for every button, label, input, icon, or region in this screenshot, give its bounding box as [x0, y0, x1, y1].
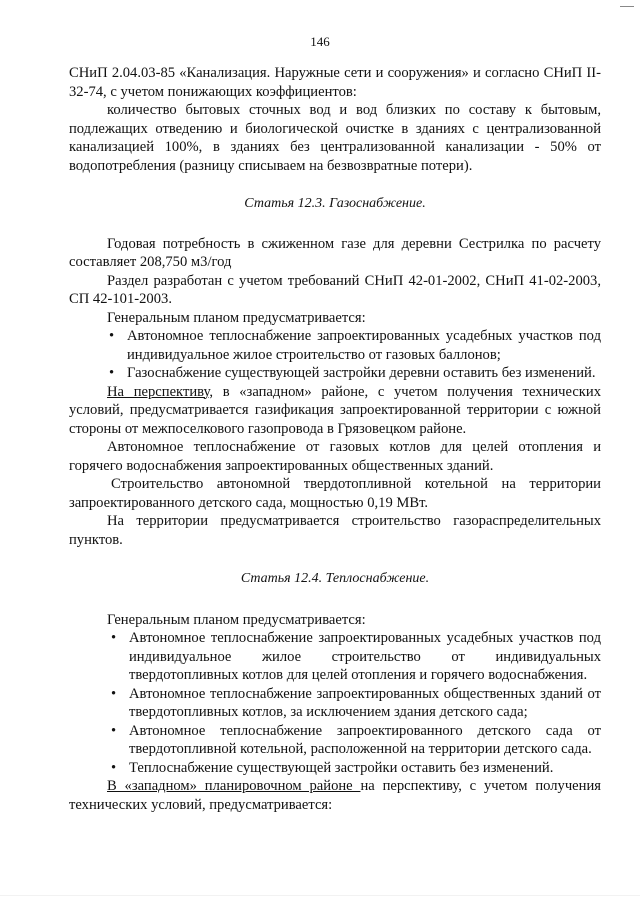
list-item-text: Автономное теплоснабжение запроектированного детского сада от твердотопливной котельной, расположенной на территории детского сада. [129, 722, 601, 757]
heat-paragraph-1: Генеральным планом предусматривается: [107, 611, 366, 628]
bullet-icon: • [109, 365, 115, 381]
underlined-lead: На перспективу, [107, 383, 214, 400]
list-item [111, 629, 601, 685]
paragraph-text: на перспективу, с учетом получения технических условий, предусматривается: [69, 778, 601, 813]
list-item-text: Газоснабжение существующей застройки деревни оставить без изменений. [127, 365, 596, 381]
list-item [111, 722, 601, 759]
intro-paragraph-1: СНиП 2.04.03-85 «Канализация. Наружные сети и сооружения» и согласно СНиП II-32-74, с учетом понижающих коэффициентов: [69, 65, 601, 100]
gas-paragraph-2: Раздел разработан с учетом требований СНиП 42-01-2002, СНиП 41-02-2003, СП 42-101-2003. [69, 272, 601, 307]
section-heading-gas: Статья 12.3. Газоснабжение. [244, 196, 426, 211]
bullet-icon: • [109, 328, 115, 344]
list-item [109, 327, 601, 364]
gas-paragraph-5: Автономное теплоснабжение от газовых котлов для целей отопления и горячего водоснабжения запроектированных общественных зданий. [69, 439, 601, 474]
list-item-text: Автономное теплоснабжение запроектированных общественных зданий от твердотопливных котлов, за исключением здания детского сада; [129, 685, 601, 720]
gas-paragraph-3: Генеральным планом предусматривается: [107, 309, 366, 326]
intro-paragraph-2: количество бытовых сточных вод и вод близких по составу к бытовым, подлежащих отведению и биологической очистке в зданиях с централизованной канализацией 100%, в зданиях без централизованной канализации - 50% от водопотребления (разницу списываем на безвозвратные потери). [69, 102, 601, 174]
bullet-icon: • [111, 630, 117, 646]
gas-paragraph-1: Годовая потребность в сжиженном газе для деревни Сестрилка по расчету составляет 208,750 м3/год [69, 235, 601, 270]
bullet-icon: • [111, 685, 117, 702]
section-heading-heat: Статья 12.4. Теплоснабжение. [240, 571, 430, 586]
underlined-lead: В «западном» планировочном районе [107, 778, 361, 794]
gas-paragraph-7: На территории предусматривается строительство газораспределительных пунктов. [69, 513, 601, 548]
list-item-text: Теплоснабжение существующей застройки оставить без изменений. [129, 759, 554, 776]
gas-paragraph-4 [69, 383, 601, 439]
scan-edge [0, 895, 640, 896]
list-item [109, 364, 601, 383]
list-item [111, 685, 601, 722]
paragraph-text: в «западном» районе, с учетом получения технических условий, предусматривается газификация запроектированной территории с южной стороны от межпоселкового газопровода в Грязовецком районе. [69, 383, 601, 437]
page-number: 146 [310, 34, 330, 49]
list-item-text: Автономное теплоснабжение запроектированных усадебных участков под индивидуальное жилое строительство от газовых баллонов; [127, 328, 601, 363]
gas-bullet-list [109, 327, 601, 383]
list-item [111, 759, 601, 778]
gas-paragraph-6: Строительство автономной твердотопливной котельной на территории запроектированного детского сада, мощностью 0,19 МВт. [69, 476, 601, 511]
list-item-text: Автономное теплоснабжение запроектированных усадебных участков под индивидуальное жилое строительство от индивидуальных твердотопливных котлов для целей отопления и горячего водоснабжения. [129, 630, 601, 683]
bullet-icon: • [111, 722, 117, 739]
document-body [69, 64, 601, 814]
scan-mark [620, 6, 634, 7]
heat-bullet-list [111, 629, 601, 777]
bullet-icon: • [111, 759, 117, 776]
heat-paragraph-2 [69, 777, 601, 814]
